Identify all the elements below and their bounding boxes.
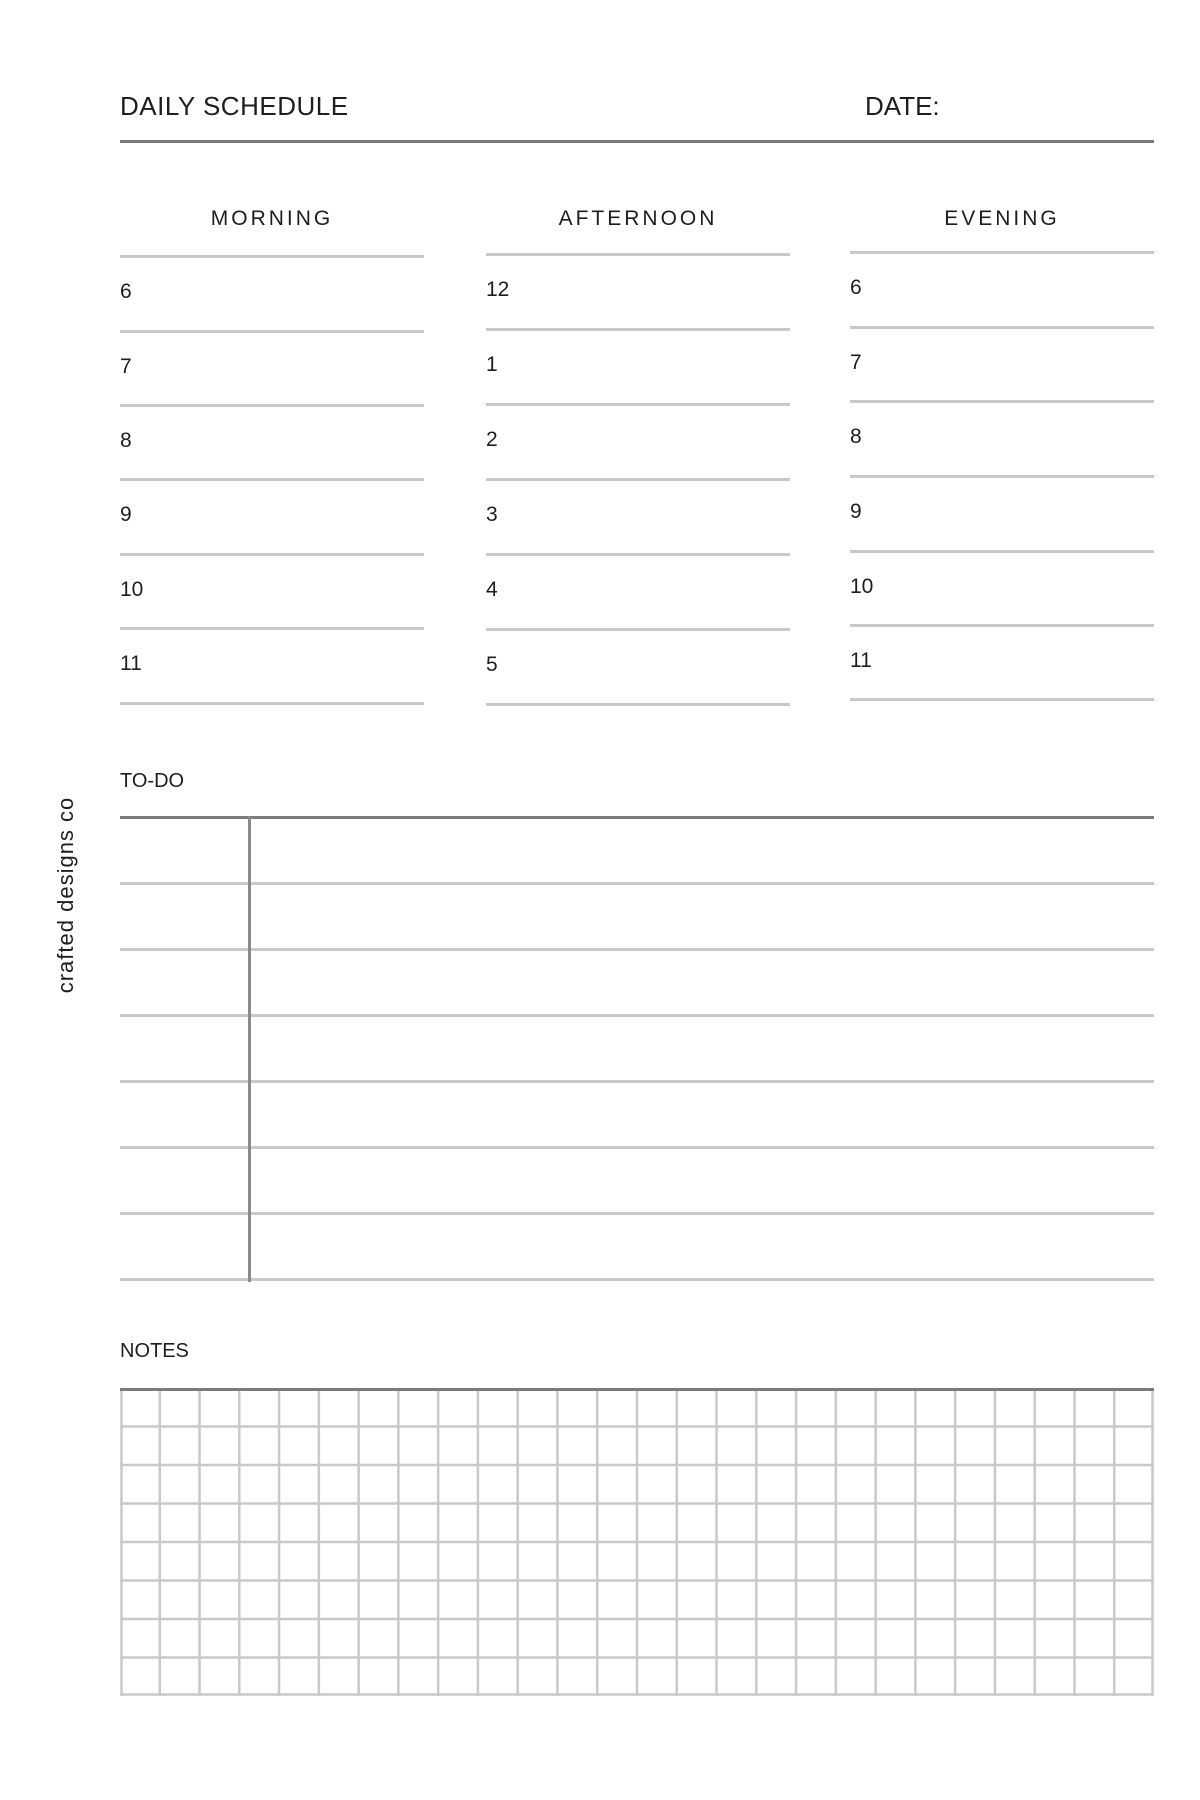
- date-label: DATE:: [865, 91, 940, 121]
- header-rule: [120, 140, 1154, 143]
- slot-line: [850, 698, 1154, 701]
- slot-line: [486, 628, 790, 631]
- slot-line: [486, 403, 790, 406]
- hour-label: 10: [120, 578, 144, 601]
- slot-line: [486, 553, 790, 556]
- hour-label: 6: [120, 280, 132, 303]
- notes-label: NOTES: [120, 1340, 189, 1362]
- slot-line: [120, 330, 424, 333]
- slot-line: [486, 328, 790, 331]
- todo-label: TO-DO: [120, 770, 185, 792]
- slot-line: [850, 475, 1154, 478]
- hour-label: 1: [486, 353, 498, 376]
- hour-label: 4: [486, 578, 498, 601]
- brand-text: crafted designs co: [53, 796, 78, 994]
- todo-line: [120, 948, 1154, 951]
- slot-line: [850, 400, 1154, 403]
- slot-line: [850, 251, 1154, 254]
- slot-line: [486, 253, 790, 256]
- slot-line: [120, 255, 424, 258]
- evening-heading: EVENING: [944, 207, 1060, 230]
- hour-label: 11: [850, 649, 872, 672]
- slot-line: [120, 404, 424, 407]
- slot-line: [486, 703, 790, 706]
- slot-line: [120, 627, 424, 630]
- todo-line: [120, 1212, 1154, 1215]
- hour-label: 5: [486, 653, 498, 676]
- hour-label: 7: [120, 355, 132, 378]
- hour-label: 7: [850, 351, 862, 374]
- todo-line: [120, 1080, 1154, 1083]
- notes-grid: [120, 1388, 1154, 1696]
- slot-line: [850, 326, 1154, 329]
- hour-label: 6: [850, 276, 862, 299]
- afternoon-heading: AFTERNOON: [558, 207, 718, 230]
- slot-line: [120, 478, 424, 481]
- morning-heading: MORNING: [210, 207, 334, 230]
- hour-label: 11: [120, 652, 142, 675]
- slot-line: [120, 702, 424, 705]
- slot-line: [486, 478, 790, 481]
- hour-label: 2: [486, 428, 498, 451]
- hour-label: 12: [486, 278, 510, 301]
- hour-label: 9: [850, 500, 862, 523]
- slot-line: [850, 624, 1154, 627]
- hour-label: 8: [120, 429, 132, 452]
- todo-line: [120, 1146, 1154, 1149]
- todo-line: [120, 882, 1154, 885]
- todo-checkbox-divider: [248, 816, 251, 1282]
- slot-line: [120, 553, 424, 556]
- hour-label: 10: [850, 575, 874, 598]
- todo-line: [120, 1278, 1154, 1281]
- todo-line: [120, 1014, 1154, 1017]
- hour-label: 8: [850, 425, 862, 448]
- slot-line: [850, 550, 1154, 553]
- page-title: DAILY SCHEDULE: [120, 91, 349, 121]
- hour-label: 3: [486, 503, 498, 526]
- todo-top-rule: [120, 816, 1154, 819]
- todo-list: [120, 816, 1154, 1282]
- hour-label: 9: [120, 503, 132, 526]
